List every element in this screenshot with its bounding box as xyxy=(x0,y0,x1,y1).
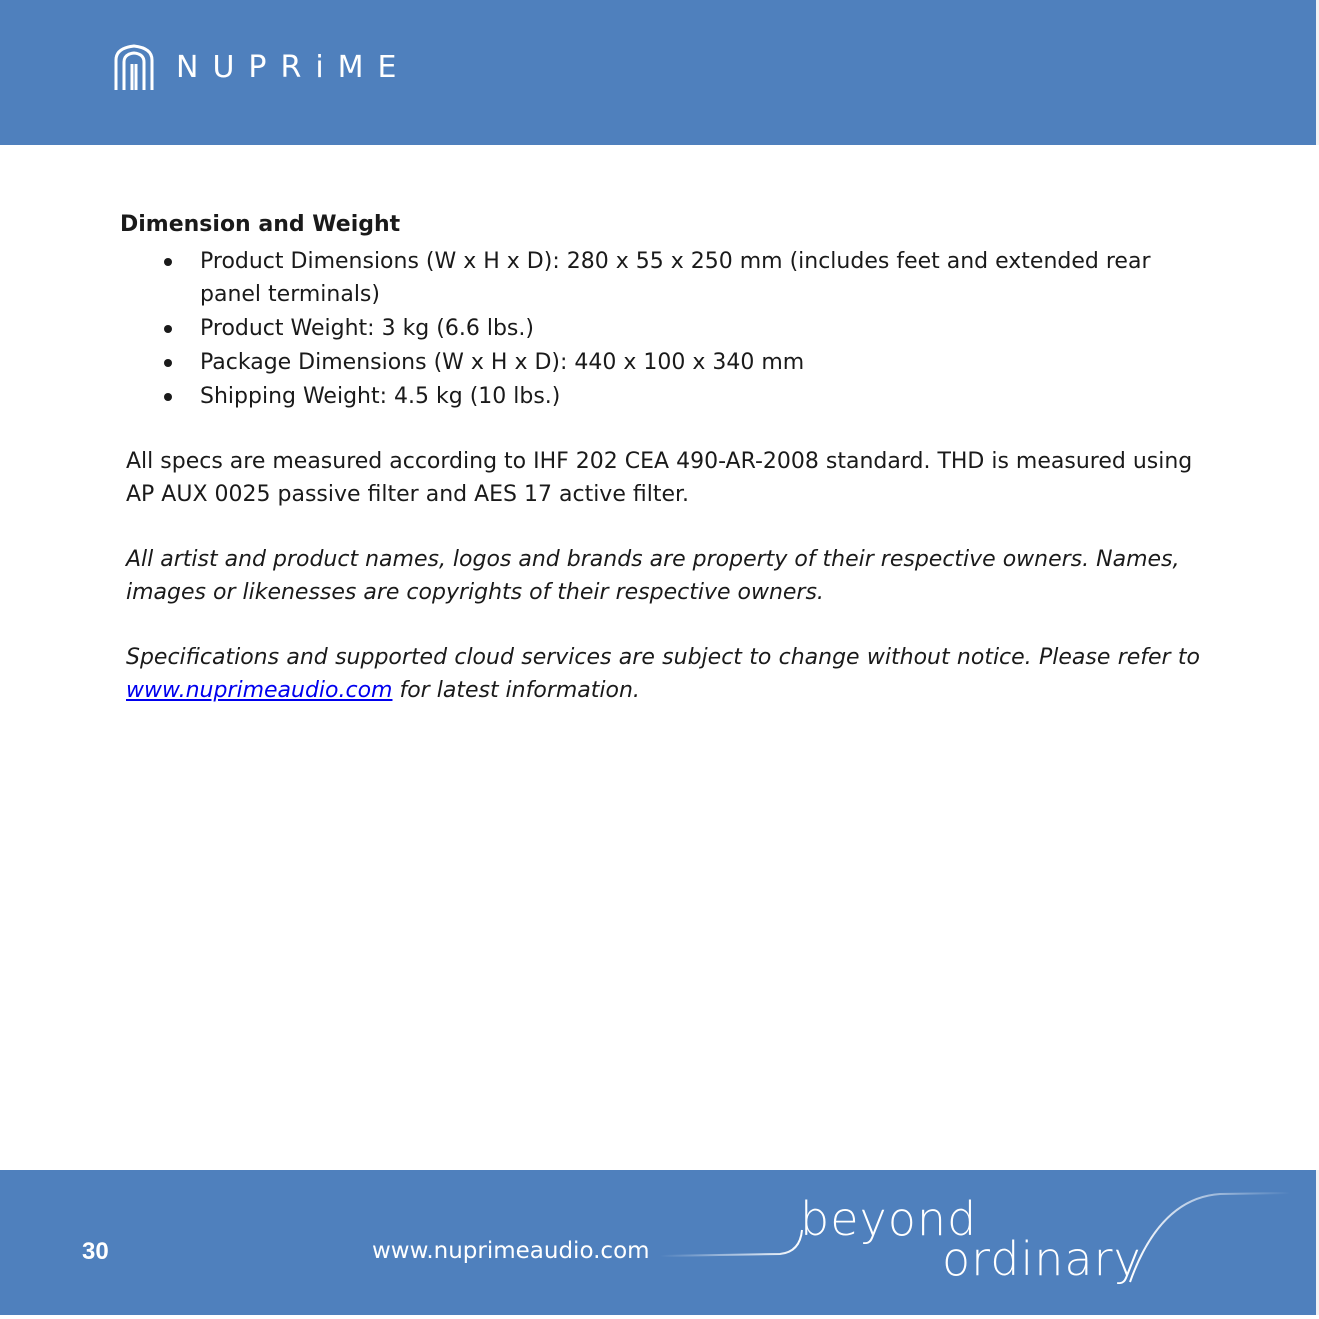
bullet-icon xyxy=(164,359,172,367)
page-number: 30 xyxy=(82,1238,109,1265)
brand-name: NUPRiME xyxy=(176,49,411,85)
spec-list xyxy=(120,245,1200,413)
bullet-icon xyxy=(164,258,172,266)
change-notice-suffix: for latest information. xyxy=(392,678,640,703)
list-item-text: Product Dimensions (W x H x D): 280 x 55 x 250 mm (includes feet and extended rear panel terminals) xyxy=(200,249,1151,307)
list-item xyxy=(164,312,1200,345)
change-notice-text: Specifications and supported cloud services are subject to change without notice. Please refer to xyxy=(126,645,1200,670)
list-item-text: Product Weight: 3 kg (6.6 lbs.) xyxy=(200,316,534,341)
bullet-icon xyxy=(164,393,172,401)
brand-logo xyxy=(112,42,411,92)
website-link[interactable]: www.nuprimeaudio.com xyxy=(126,678,393,703)
list-item-text: Shipping Weight: 4.5 kg (10 lbs.) xyxy=(200,384,561,409)
trademark-note: All artist and product names, logos and brands are property of their respective owners. Names, images or likenesses are copyrights of their respective owners. xyxy=(126,547,1180,605)
list-item xyxy=(164,346,1200,379)
section-title: Dimension and Weight xyxy=(120,212,401,237)
list-item xyxy=(164,380,1200,413)
bullet-icon xyxy=(164,325,172,333)
footer-url: www.nuprimeaudio.com xyxy=(372,1238,650,1264)
measurement-note: All specs are measured according to IHF 202 CEA 490-AR-2008 standard. THD is measured using AP AUX 0025 passive filter and AES 17 active filter. xyxy=(126,449,1193,507)
page-footer xyxy=(0,1170,1316,1315)
list-item xyxy=(164,245,1200,311)
nuprime-logo-icon xyxy=(112,42,156,92)
list-item-text: Package Dimensions (W x H x D): 440 x 100 x 340 mm xyxy=(200,350,805,375)
tagline-beyond: beyond xyxy=(800,1192,978,1246)
tagline-ordinary: ordinary xyxy=(942,1232,1142,1286)
page-content xyxy=(120,208,1200,707)
change-notice xyxy=(120,641,1200,707)
page-header xyxy=(0,0,1316,145)
